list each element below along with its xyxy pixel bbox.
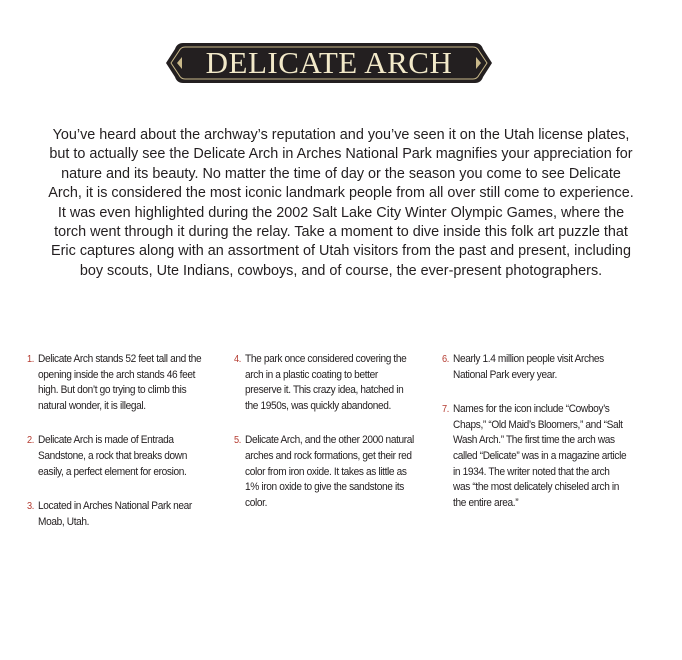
fact-text: Delicate Arch stands 52 feet tall and the opening inside the arch stands 46 feet high. But don’t go trying to climb this natural wonder, it is illegal.	[38, 353, 202, 412]
fact-item	[27, 433, 207, 480]
fact-text: The park once considered covering the arch in a plastic coating to better preserve it. This crazy idea, hatched in the 1950s, was quickly abandoned.	[245, 353, 407, 412]
fact-text: Names for the icon include “Cowboy’s Chaps,” “Old Maid’s Bloomers,” and “Salt Wash Arch.” The first time the arch was called “Delicate” was in a magazine article in 1934. The writer noted that the arch was “the most delicately chiseled arch in the entire area.”	[453, 403, 627, 509]
fact-number: 6.	[442, 354, 449, 365]
fact-item	[442, 352, 628, 383]
fact-number: 1.	[27, 354, 34, 365]
facts-column-3	[442, 352, 644, 530]
fact-text: Delicate Arch, and the other 2000 natural arches and rock formations, get their red color from iron oxide. It takes as little as 1% iron oxide to give the sandstone its color.	[245, 434, 414, 509]
intro-paragraph: You’ve heard about the archway’s reputation and you’ve seen it on the Utah license plates, but to actually see the Delicate Arch in Arches National Park magnifies your appreciation for nature and its beauty. No matter the time of day or the season you come to see Delicate Arch, it is considered the most iconic landmark people from all over still come to experience. It was even highlighted during the 2002 Salt Lake City Winter Olympic Games, where the torch went through it during the relay. Take a moment to dive inside this folk art puzzle that Eric captures along with an assortment of Utah visitors from the past and present, including boy scouts, Ute Indians, cowboys, and of course, the ever-present photographers.	[48, 127, 634, 279]
title-banner	[165, 42, 493, 84]
page-title: DELICATE ARCH	[205, 45, 453, 80]
fact-item	[442, 402, 628, 511]
fact-item	[234, 352, 414, 414]
fact-item	[27, 352, 207, 414]
fact-item	[27, 499, 207, 530]
fact-text: Delicate Arch is made of Entrada Sandstone, a rock that breaks down easily, a perfect element for erosion.	[38, 434, 187, 478]
fact-number: 7.	[442, 404, 449, 416]
facts-column-1	[27, 352, 223, 549]
fact-text: Located in Arches National Park near Moab, Utah.	[38, 500, 192, 528]
fact-number: 3.	[27, 501, 34, 513]
fact-number: 4.	[234, 354, 241, 365]
facts-column-2	[234, 352, 430, 530]
fact-text: Nearly 1.4 million people visit Arches National Park every year.	[453, 353, 604, 381]
fact-number: 2.	[27, 435, 34, 447]
facts-section	[0, 352, 682, 572]
fact-item	[234, 433, 414, 511]
fact-number: 5.	[234, 435, 241, 447]
